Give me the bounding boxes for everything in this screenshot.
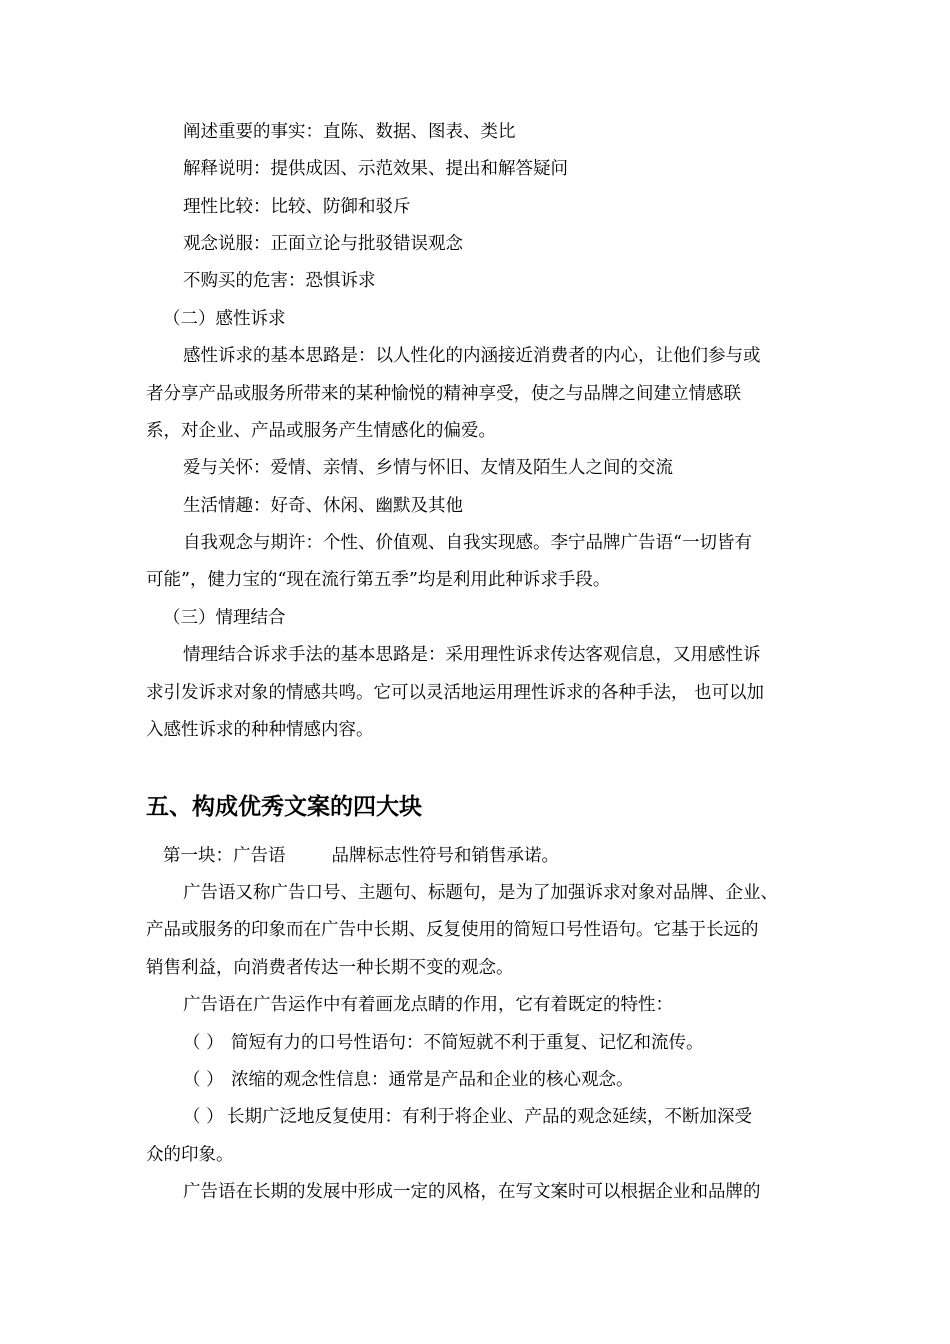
trait-item: [183, 1069, 853, 1091]
section-title-combined: （三）情理结合: [163, 608, 286, 628]
block1-line: [163, 845, 833, 867]
emotional-para-line: 者分享产品或服务所带来的某种愉悦的精神享受，使之与品牌之间建立情感联: [146, 384, 741, 404]
combined-para-line: 情理结合诉求手法的基本思路是：采用理性诉求传达客观信息，又用感性诉: [183, 645, 761, 665]
trait-text: 简短有力的口号性语句：不简短就不利于重复、记忆和流传。: [231, 1033, 704, 1053]
trait-marker: （ ）: [183, 1033, 224, 1053]
traits-intro: 广告语在广告运作中有着画龙点睛的作用，它有着既定的特性：: [183, 995, 673, 1015]
combined-para-line: 入感性诉求的种种情感内容。: [146, 720, 374, 740]
definition-line: 产品或服务的印象而在广告中长期、反复使用的简短口号性语句。它基于长远的: [146, 920, 759, 940]
definition-line: 销售利益，向消费者传达一种长期不变的观念。: [146, 958, 514, 978]
emotional-para-line: 感性诉求的基本思路是：以人性化的内涵接近消费者的内心，让他们参与或: [183, 346, 761, 366]
emotional-self-line: 自我观念与期许：个性、价值观、自我实现感。李宁品牌广告语“一切皆有: [183, 533, 752, 553]
block1-desc: 品牌标志性符号和销售承诺。: [331, 846, 559, 866]
block1-label: 第一块：广告语: [163, 846, 286, 866]
definition-line: 广告语又称广告口号、主题句、标题句，是为了加强诉求对象对品牌、企业、: [183, 883, 778, 903]
rational-item-fear: 不购买的危害：恐惧诉求: [183, 271, 376, 291]
trait-marker: （ ）: [183, 1107, 224, 1127]
section-title-emotional: （二）感性诉求: [163, 309, 286, 329]
trait-continuation: 众的印象。: [146, 1145, 234, 1165]
emotional-self-line: 可能”，健力宝的“现在流行第五季”均是利用此种诉求手段。: [146, 570, 611, 590]
trait-item: [183, 1106, 853, 1128]
trait-marker: （ ）: [183, 1070, 224, 1090]
closing-line: 广告语在长期的发展中形成一定的风格，在写文案时可以根据企业和品牌的: [183, 1182, 761, 1202]
emotional-para-line: 系，对企业、产品或服务产生情感化的偏爱。: [146, 421, 496, 441]
rational-item-facts: 阐述重要的事实：直陈、数据、图表、类比: [183, 122, 516, 142]
emotional-item-life: 生活情趣：好奇、休闲、幽默及其他: [183, 496, 463, 516]
emotional-item-love: 爱与关怀：爱情、亲情、乡情与怀旧、友情及陌生人之间的交流: [183, 458, 673, 478]
trait-text: 浓缩的观念性信息：通常是产品和企业的核心观念。: [231, 1070, 634, 1090]
trait-text: 长期广泛地反复使用：有利于将企业、产品的观念延续，不断加深受: [227, 1107, 752, 1127]
rational-item-persuade: 观念说服：正面立论与批驳错误观念: [183, 234, 463, 254]
combined-para-line: 求引发诉求对象的情感共鸣。它可以灵活地运用理性诉求的各种手法， 也可以加: [146, 683, 765, 703]
rational-item-compare: 理性比较：比较、防御和驳斥: [183, 197, 411, 217]
trait-item: [183, 1032, 853, 1054]
chapter-heading: 五、构成优秀文案的四大块: [146, 794, 422, 820]
rational-item-explain: 解释说明：提供成因、示范效果、提出和解答疑问: [183, 159, 568, 179]
